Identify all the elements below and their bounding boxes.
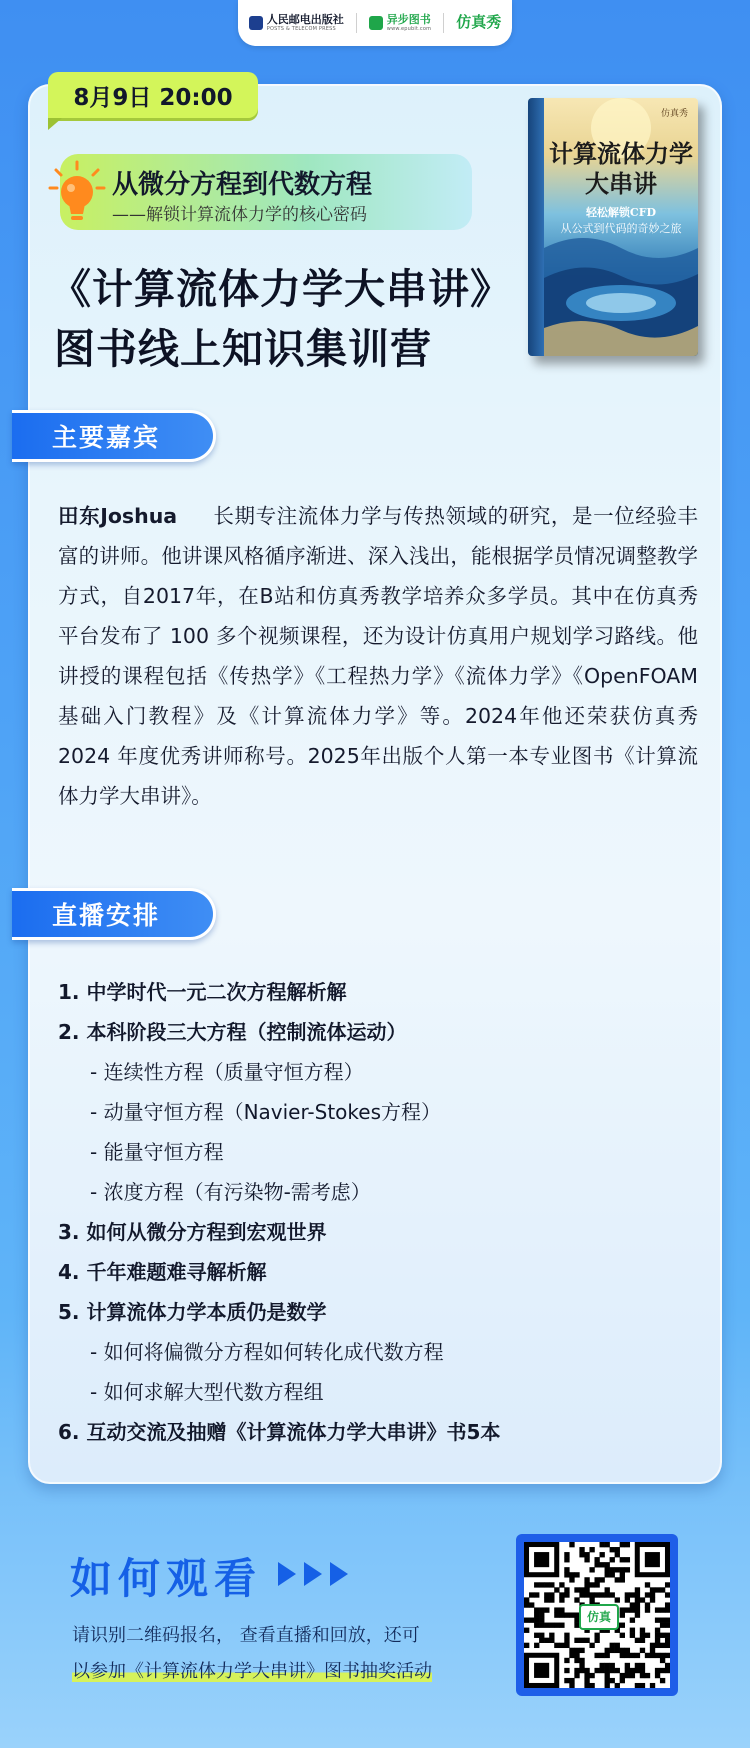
headline-line-2: 图书线上知识集训营 (54, 325, 432, 373)
book-title-line-2: 大串讲 (585, 169, 657, 198)
epubit-icon (369, 16, 383, 30)
schedule-item: 6. 互动交流及抽赠《计算流体力学大串讲》书5本 (58, 1420, 501, 1444)
guest-name: 田东Joshua (58, 504, 178, 528)
guest-section-title: 主要嘉宾 (12, 410, 216, 462)
posts-telecom-sub: POSTS & TELECOM PRESS (266, 25, 336, 32)
schedule-subitem: - 连续性方程（质量守恒方程） (90, 1060, 364, 1084)
schedule-item: 4. 千年难题难寻解析解 (58, 1260, 267, 1284)
book-title-line-1: 计算流体力学 (549, 139, 693, 168)
schedule-item: 5. 计算流体力学本质仍是数学 (58, 1300, 327, 1324)
schedule-item: 3. 如何从微分方程到宏观世界 (58, 1220, 327, 1244)
book-spine (528, 98, 544, 356)
fangzhenxiu-logo (456, 15, 501, 31)
schedule-subitem: - 如何求解大型代数方程组 (90, 1380, 324, 1404)
epubit-sub: www.epubit.com (386, 25, 432, 32)
epubit-logo (369, 14, 431, 32)
posts-telecom-icon (249, 16, 263, 30)
schedule-subitem: - 能量守恒方程 (90, 1140, 224, 1164)
fangzhenxiu-name: 仿真秀 (456, 13, 502, 32)
schedule-list (58, 972, 698, 1452)
schedule-subitem: - 动量守恒方程（Navier-Stokes方程） (90, 1100, 442, 1124)
topic-subtitle: ——解锁计算流体力学的核心密码 (112, 205, 367, 225)
watch-desc-line-1: 请识别二维码报名， 查看直播和回放，还可 (72, 1625, 420, 1646)
guest-bio (58, 496, 698, 816)
schedule-item: 1. 中学时代一元二次方程解析解 (58, 980, 347, 1004)
how-to-watch-title: 如何观看 (70, 1554, 263, 1603)
posts-telecom-name: 人民邮电出版社 (266, 13, 344, 27)
date-tag: 8月9日 20:00 (48, 72, 258, 118)
qr-code[interactable] (524, 1542, 670, 1688)
book-subtitle-line-1: 轻松解锁CFD (585, 206, 657, 219)
schedule-subitem: - 浓度方程（有污染物-需考虑） (90, 1180, 371, 1204)
guest-bio-text: 长期专注流体力学与传热领域的研究，是一位经验丰富的讲师。他讲课风格循序渐进、深入浅出，能根据学员情况调整教学方式，自2017年，在B站和仿真秀教学培养众多学员。其中在仿真秀平台发布了 100 多个视频课程，还为设计仿真用户规划学习路线。他讲授的课程包括《传热学》《工程热力学》《流体力学》《OpenFOAM 基础入门教程》及《计算流体力学》等。2024年他还荣获仿真秀 2024 年度优秀讲师称号。2025年出版个人第一本专业图书《计算流体力学大串讲》。 (58, 504, 699, 808)
divider (356, 13, 357, 33)
qr-code-frame[interactable] (516, 1534, 678, 1696)
book-cover (528, 98, 698, 356)
topic-title: 从微分方程到代数方程 (112, 170, 373, 200)
how-to-watch-description (72, 1618, 492, 1690)
headline-line-1: 《计算流体力学大串讲》 (50, 265, 512, 313)
epubit-name: 异步图书 (386, 13, 431, 27)
divider (443, 13, 444, 33)
schedule-subitem: - 如何将偏微分方程如何转化成代数方程 (90, 1340, 444, 1364)
watch-desc-line-2: 以参加《计算流体力学大串讲》图书抽奖活动 (72, 1661, 432, 1682)
triple-arrow-icon (276, 1558, 356, 1590)
posts-telecom-logo (249, 14, 344, 32)
book-subtitle-line-2: 从公式到代码的奇妙之旅 (560, 222, 682, 235)
qr-center-label: 仿真 (579, 1604, 619, 1630)
book-publisher-mark: 仿真秀 (660, 109, 688, 119)
lightbulb-icon (48, 160, 106, 224)
publisher-bar (238, 0, 512, 46)
schedule-item: 2. 本科阶段三大方程（控制流体运动） (58, 1020, 407, 1044)
schedule-section-title: 直播安排 (12, 888, 216, 940)
